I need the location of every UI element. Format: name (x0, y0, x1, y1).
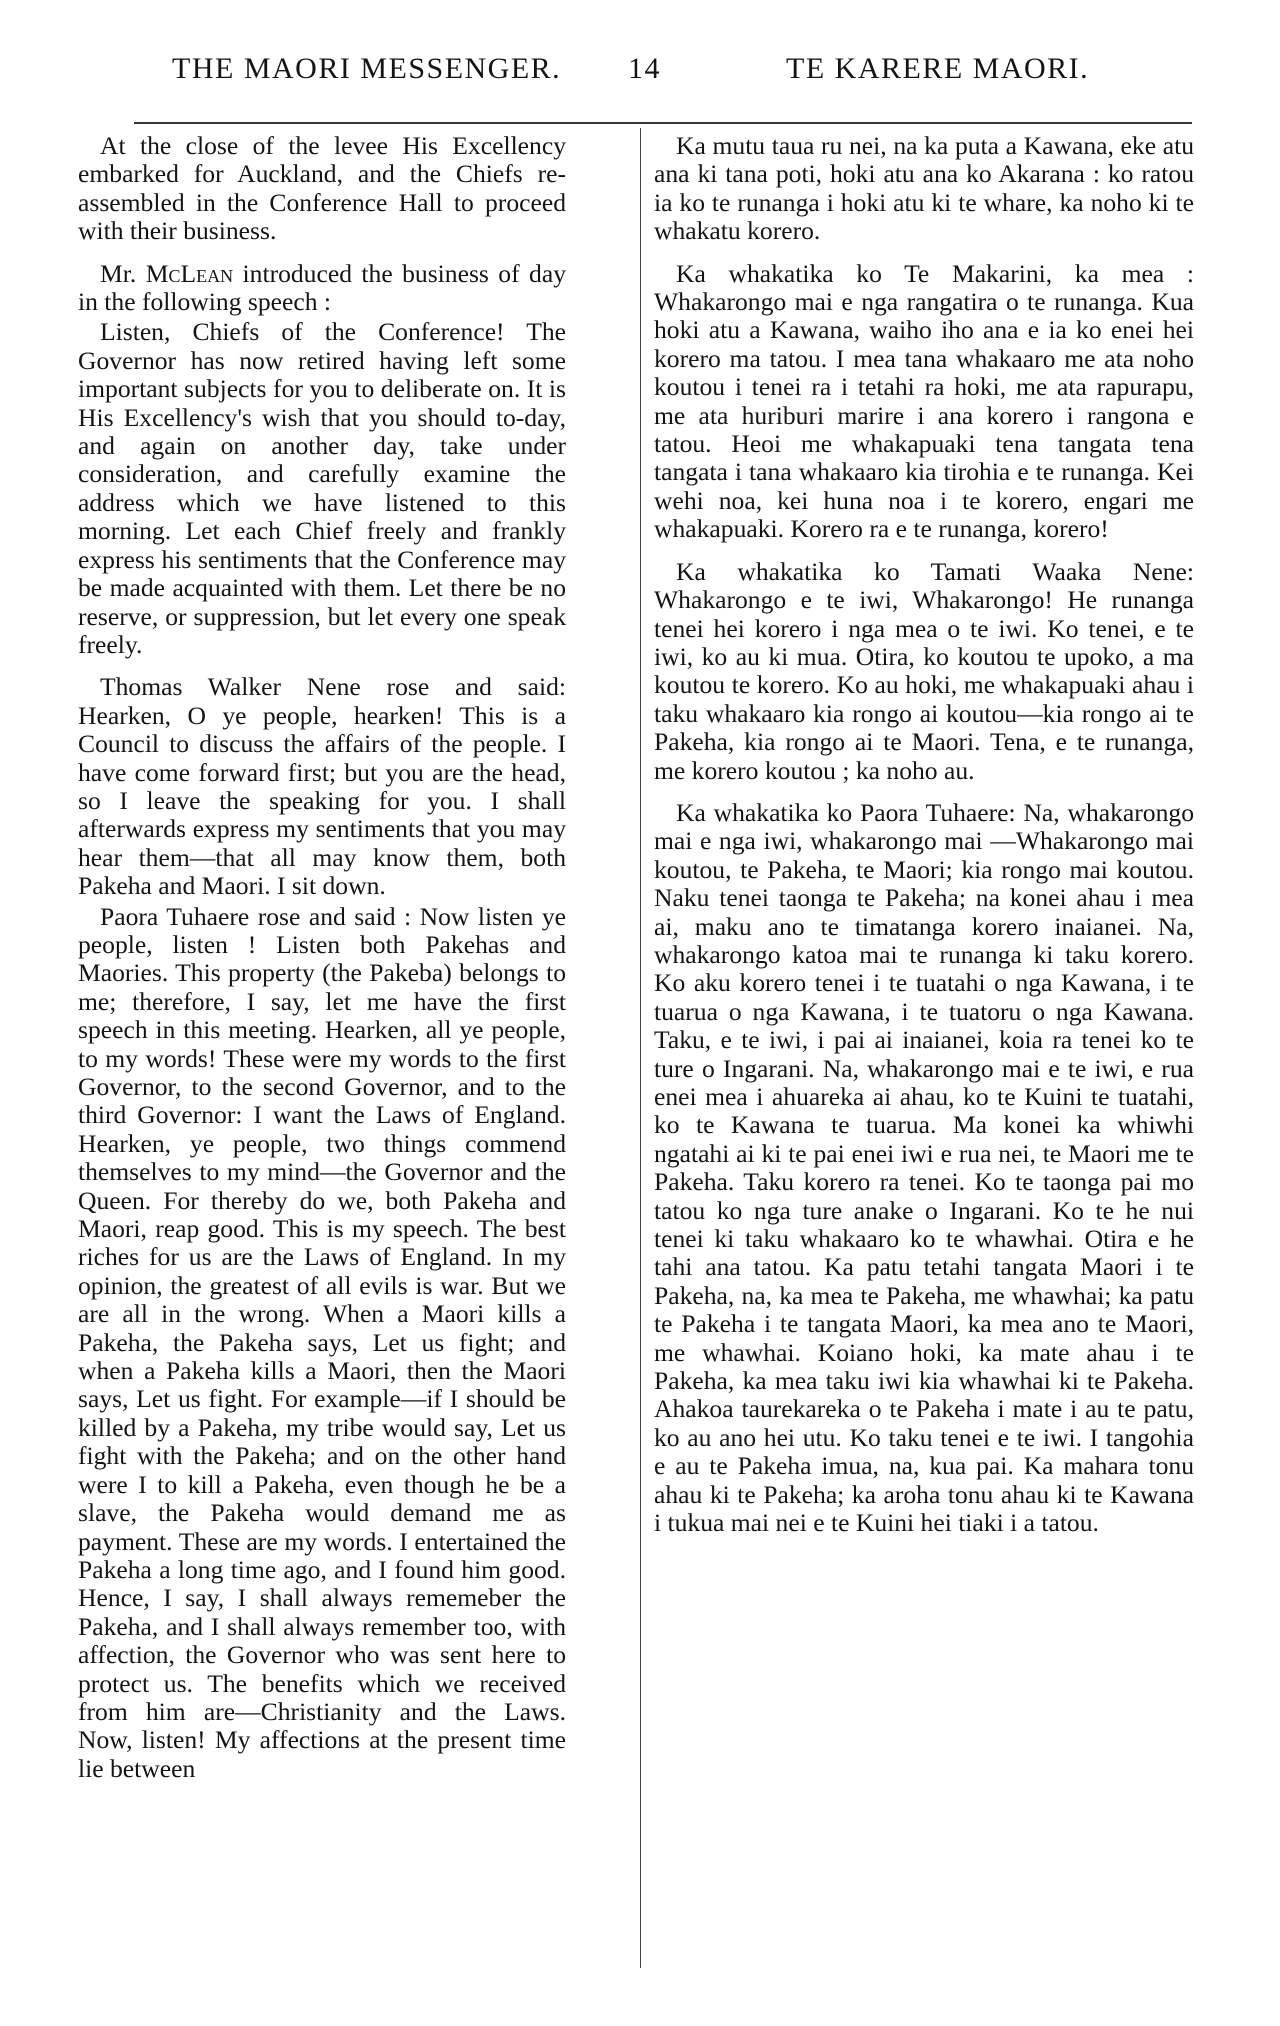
maori-paragraph-makarini-speech: Ka whakatika ko Te Makarini, ka mea : Whakarongo mai e nga rangatira o te runanga. Kua hoki atu a Kawana, waiho iho ana e ia ko enei hei korero ma tatou. I mea tana whakaaro me ata noho koutou i tenei ra i tetahi ra hoki, me ata rapurapu, me ata huriburi marire i ana korero i rangona e tatou. Heoi me whakapuaki tena tangata tena tangata i tana whakaaro kia tirohia e te runanga. Kei wehi noa, kei huna noa i te korero, engari me whakapuaki. Korero ra e te runanga, korero! (654, 258, 1194, 544)
mclean-intro-rest: introduced the business of day in the following speech : (78, 258, 566, 317)
maori-column (654, 132, 1194, 1552)
page-number: 14 (628, 52, 661, 85)
english-masthead: THE MAORI MESSENGER. (172, 52, 562, 85)
mclean-prefix: Mr. (100, 258, 137, 288)
maori-paragraph-levee: Ka mutu taua ru nei, na ka puta a Kawana, eke atu ana ki tana poti, hoki atu ana ko Akarana : ko ratou ia ko te runanga i hoki atu ki te whare, ka noho ki te whakatu korero. (654, 131, 1194, 246)
maori-paragraph-tuhaere-speech: Ka whakatika ko Paora Tuhaere: Na, whakarongo mai e nga iwi, whakarongo mai —Whakarongo mai koutou, te Pakeha, te Maori; kia rongo mai koutou. Naku tenei taonga te Pakeha; na konei ahau i mea ai, maku ano te timatanga korero inaianei. Na, whakarongo katoa mai te runanga ki taku korero. Ko aku korero tenei i te tuatahi o nga Kawana, i te tuarua o nga Kawana, i te tuatoru o nga Kawana. Taku, e te iwi, i pai ai inaianei, koia ra tenei ko te ture o Ingarani. Na, whakarongo mai e te iwi, e rua enei mea i ahuareka ai ahau, ko te Kuini te tuatahi, ko te Kawana te tuarua. Ma konei ka whiwhi ngatahi ai ki te pai enei iwi e rua nei, te Maori me te Pakeha. Taku korero ra tenei. Ko te taonga pai mo tatou ko nga ture anake o Ingarani. Ko te he nui tenei ki taku whakaaro ko te whawhai. Otira e he tahi ana tatou. Ka patu tetahi tangata Maori i te Pakeha, na, ka mea te Pakeha, me whawhai; ka patu te Pakeha i te tangata Maori, ka mea ano te Maori, me whawhai. Koiano hoki, ka mate ahau i te Pakeha, ka mea taku iwi kia whawhai ki te Pakeha. Ahakoa taurekareka o te Pakeha i mate i au te patu, ko au ano hei utu. Ko taku tenei e te iwi. I tangohia e au te Pakeha imua, na, kua pai. Ka mahara tonu ahau ki te Pakeha; ka aroha tonu ahau ki te Kawana i tukua mai nei e te Kuini hei tiaki i a tatou. (654, 797, 1194, 1538)
mclean-name: McLean (145, 258, 234, 288)
header-rule (134, 122, 1192, 124)
english-paragraph-levee: At the close of the levee His Excellency embarked for Auckland, and the Chiefs re-assembled in the Conference Hall to proceed with their business. (78, 131, 566, 246)
column-divider (640, 128, 641, 1968)
english-paragraph-tuhaere-speech: Paora Tuhaere rose and said : Now listen ye people, listen ! Listen both Pakehas and Maories. This property (the Pakeba) belongs to me; therefore, I say, let me have the first speech in this meeting. Hearken, all ye people, to my words! These were my words to the first Governor, to the second Governor, and to the third Governor: I want the Laws of England. Hearken, ye people, two things commend themselves to my mind—the Governor and the Queen. For thereby do we, both Pakeha and Maori, reap good. This is my speech. The best riches for us are the Laws of England. In my opinion, the greatest of all evils is war. But we are all in the wrong. When a Maori kills a Pakeha, the Pakeha says, Let us fight; and when a Pakeha kills a Maori, then the Maori says, Let us fight. For example—if I should be killed by a Pakeha, my tribe would say, Let us fight with the Pakeha; and on the other hand were I to kill a Pakeha, even though he be a slave, the Pakeha would demand me as payment. These are my words. I entertained the Pakeha a long time ago, and I found him good. Hence, I say, I shall always rememeber the Pakeha, and I shall always remember too, with affection, the Governor who was sent here to protect us. The benefits which we received from him are—Christianity and the Laws. Now, listen! My affections at the present time lie between (78, 901, 566, 1783)
english-paragraph-nene-speech: Thomas Walker Nene rose and said: Hearken, O ye people, hearken! This is a Council to discuss the affairs of the people. I have come forward first; but you are the head, so I leave the speaking for you. I shall afterwards express my sentiments that you may hear them—that all may know them, both Pakeha and Maori. I sit down. (78, 672, 566, 901)
english-column (78, 132, 566, 1797)
maori-masthead: TE KARERE MAORI. (786, 52, 1090, 85)
english-paragraph-mclean-intro (78, 260, 566, 317)
english-paragraph-mclean-speech: Listen, Chiefs of the Conference! The Governor has now retired having left some important subjects for you to deliberate on. It is His Excellency's wish that you should to-day, and again on another day, take under consideration, and carefully examine the address which we have listened to this morning. Let each Chief freely and frankly express his sentiments that the Conference may be made acquainted with them. Let there be no reserve, or suppression, but let every one speak freely. (78, 317, 566, 659)
page-header (0, 52, 1280, 112)
maori-paragraph-nene-speech: Ka whakatika ko Tamati Waaka Nene: Whakarongo e te iwi, Whakarongo! He runanga tenei hei korero i nga mea o te iwi. Ko tenei, e te iwi, ko au ki mua. Otira, ko koutou te upoko, a ma koutou te korero. Ko au hoki, me whakapuaki ahau i taku whakaaro kia rongo ai koutou—kia rongo ai te Pakeha, kia rongo ai te Maori. Tena, e te runanga, me korero koutou ; ka noho au. (654, 556, 1194, 785)
